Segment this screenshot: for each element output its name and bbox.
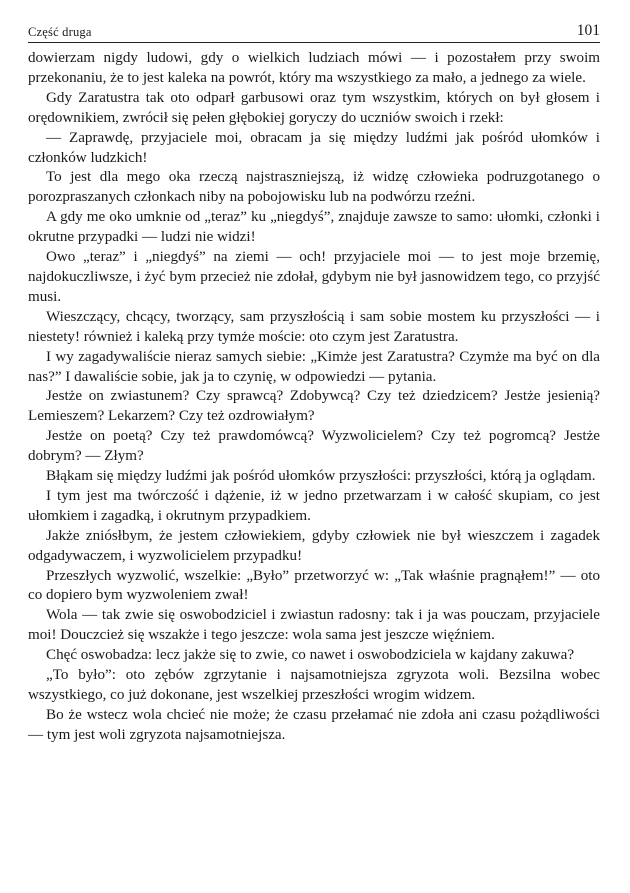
paragraph: To jest dla mego oka rzeczą najstraszniejszą, iż widzę człowieka podruzgotanego o porozpraszanych członkach niby na pobojowisku lub na podwórzu rzeźni. (28, 169, 600, 206)
page-number: 101 (576, 22, 600, 39)
running-head: Część druga (28, 25, 92, 39)
paragraph: Przeszłych wyzwolić, wszelkie: „Było” przetworzyć w: „Tak właśnie pragnąłem!” — oto co dopiero bym wyzwoleniem zwał! (28, 567, 600, 604)
paragraph: Jestże on zwiastunem? Czy sprawcą? Zdobywcą? Czy też dziedzicem? Jestże jesienią? Lemieszem? Lekarzem? Czy też ozdrowiałym? (28, 388, 600, 425)
paragraph: Błąkam się między ludźmi jak pośród ułomków przyszłości: przyszłości, którą ja oglądam. (46, 468, 596, 485)
paragraph: dowierzam nigdy ludowi, gdy o wielkich ludziach mówi — i pozostałem przy swoim przekonaniu, że to jest kaleka na powrót, który ma wszystkiego za mało, a jednego za wiele. (28, 50, 600, 86)
body-text (28, 49, 600, 746)
paragraph: Bo że wstecz wola chcieć nie może; że czasu przełamać nie zdoła ani czasu pożądliwości — tym jest woli zgryzota najsamotniejsza. (28, 706, 600, 743)
page-header (28, 18, 600, 40)
paragraph: Gdy Zaratustra tak oto odparł garbusowi oraz tym wszystkim, których on był głosem i orędownikiem, zwrócił się pełen głębokiej goryczy do uczniów swoich i rzekł: (28, 89, 600, 126)
paragraph: A gdy me oko umknie od „teraz” ku „niegdyś”, znajduje zawsze to samo: ułomki, członki i okrutne przypadki — ludzi nie widzi! (28, 209, 600, 246)
paragraph: „To było”: oto zębów zgrzytanie i najsamotniejsza zgryzota woli. Bezsilna wobec wszystkiego, co już dokonane, jest wszelkiej przeszłości wrogim widzem. (28, 667, 600, 703)
paragraph: Owo „teraz” i „niegdyś” na ziemi — och! przyjaciele moi — to jest moje brzemię, najdokuczliwsze, i żyć bym przecież nie zdołał, gdybym nie był jasnowidzem tego, co przyjść musi. (28, 249, 600, 305)
paragraph: Jakże zniósłbym, że jestem człowiekiem, gdyby człowiek nie był wieszczem i zagadek odgadywaczem, i wyzwolicielem przypadku! (28, 527, 600, 564)
paragraph: I wy zagadywaliście nieraz samych siebie: „Kimże jest Zaratustra? Czymże ma być on dla nas?” I dawaliście sobie, jak ja to czynię, w odpowiedzi — pytania. (28, 348, 600, 385)
paragraph: Chęć oswobadza: lecz jakże się to zwie, co nawet i oswobodziciela w kajdany zakuwa? (46, 647, 575, 664)
book-page (28, 18, 600, 746)
paragraph: Wieszczący, chcący, tworzący, sam przyszłością i sam sobie mostem ku przyszłości — i niestety! również i kaleką przy tymże moście: oto czym jest Zaratustra. (28, 308, 600, 345)
paragraph: I tym jest ma twórczość i dążenie, iż w jedno przetwarzam i w całość skupiam, co jest ułomkiem i zagadką, i okrutnym przypadkiem. (28, 487, 600, 524)
header-rule (28, 42, 600, 43)
paragraph: Jestże on poetą? Czy też prawdomówcą? Wyzwolicielem? Czy też pogromcą? Jestże dobrym? — Złym? (28, 428, 600, 465)
paragraph: — Zaprawdę, przyjaciele moi, obracam ja się między ludźmi jak pośród ułomków i członków ludzkich! (28, 129, 600, 166)
paragraph: Wola — tak zwie się oswobodziciel i zwiastun radosny: tak i ja was pouczam, przyjaciele moi! Douczcież się wszakże i tego jeszcze: wola sama jest jeszcze więźniem. (28, 607, 600, 644)
